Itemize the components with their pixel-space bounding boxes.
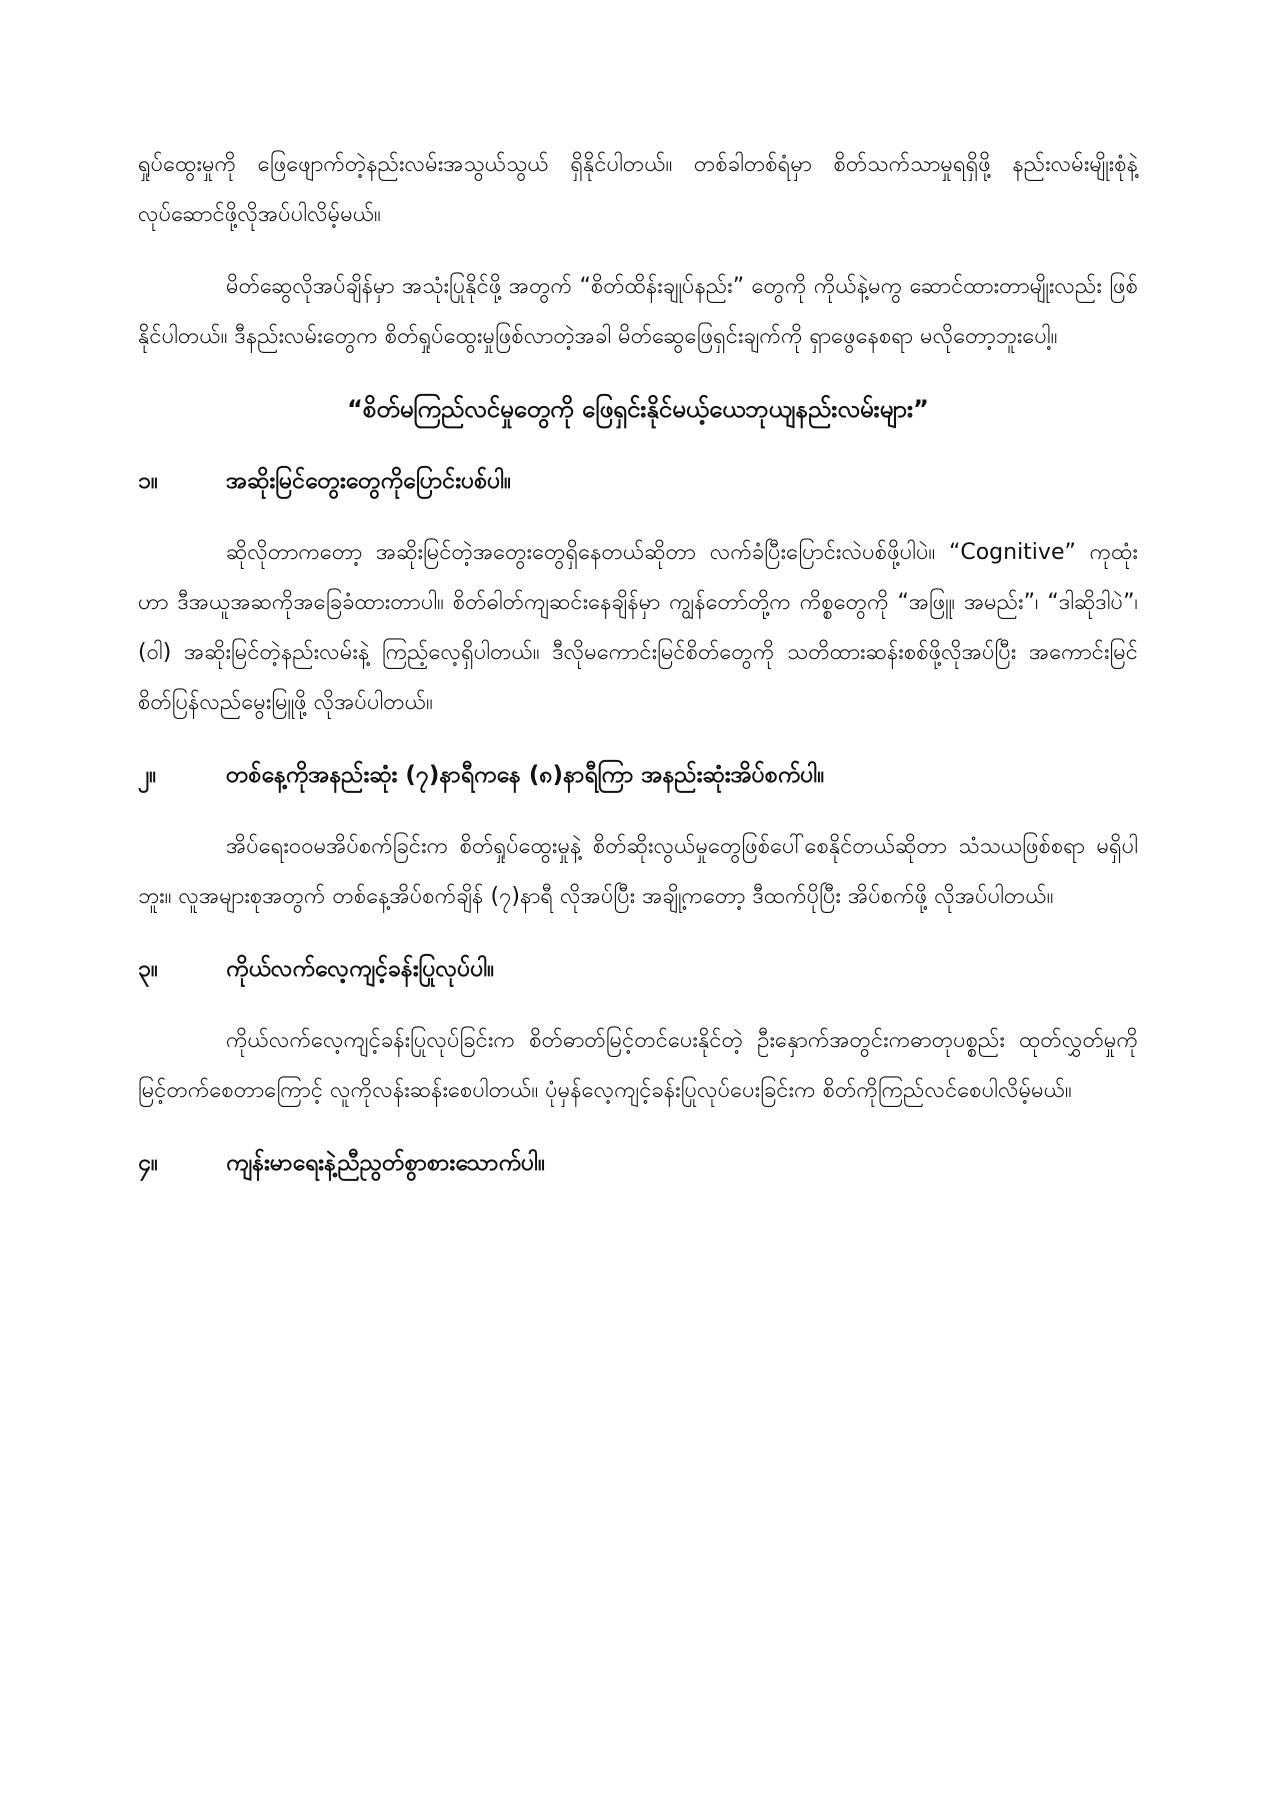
section-title: တစ်နေ့ကိုအနည်းဆုံး (၇)နာရီကနေ (၈)နာရီကြာ အနည်းဆုံးအိပ်စက်ပါ။ (226, 762, 825, 788)
section-heading-2 (138, 750, 1138, 800)
section-heading-3 (138, 944, 1138, 994)
section-body-1: ဆိုလိုတာကတော့ အဆိုးမြင်တဲ့အတွေးတွေရှိနေတယ်ဆိုတာ လက်ခံပြီးပြောင်းလဲပစ်ဖို့ပါပဲ။ “Cognitive” ကုထုံးဟာ ဒီအယူအဆကိုအခြေခံထားတာပါ။ စိတ်ဓါတ်ကျဆင်းနေချိန်မှာ ကျွန်တော်တို့က ကိစ္စတွေကို “အဖြူ၊ အမည်း”၊ “ဒါဆိုဒါပဲ”၊ (ဝါ) အဆိုးမြင်တဲ့နည်းလမ်းနဲ့ ကြည့်လေ့ရှိပါတယ်။ ဒီလိုမကောင်းမြင်စိတ်တွေကို သတိထားဆန်းစစ်ဖို့လိုအပ်ပြီး အကောင်းမြင်စိတ်ပြန်လည်မွေးမြူဖို့ လိုအပ်ပါတယ်။ (138, 540, 1138, 715)
document-content (138, 140, 1138, 1210)
section-title: ကိုယ်လက်လေ့ကျင့်ခန်းပြုလုပ်ပါ။ (226, 956, 495, 982)
section-number: ၄။ (138, 1150, 158, 1176)
main-heading: “စိတ်မကြည်လင်မှုတွေကို ဖြေရှင်းနိုင်မယ့်ယေဘုယျနည်းလမ်းများ” (347, 395, 929, 423)
section-title: အဆိုးမြင်တွေးတွေကိုပြောင်းပစ်ပါ။ (226, 468, 512, 494)
section-body-2: အိပ်ရေးဝဝမအိပ်စက်ခြင်းက စိတ်ရှုပ်ထွေးမှုနဲ့ စိတ်ဆိုးလွယ်မှုတွေဖြစ်ပေါ်စေနိုင်တယ်ဆိုတာ သံသယဖြစ်စရာ မရှိပါဘူး။ လူအများစုအတွက် တစ်နေ့အိပ်စက်ချိန် (၇)နာရီ လိုအပ်ပြီး အချို့ကတော့ ဒီထက်ပိုပြီး အိပ်စက်ဖို့ လိုအပ်ပါတယ်။ (138, 834, 1138, 909)
intro-paragraph-1: ရှုပ်ထွေးမှုကို ဖြေဖျောက်တဲ့နည်းလမ်းအသွယ်သွယ် ရှိနိုင်ပါတယ်။ တစ်ခါတစ်ရံမှာ စိတ်သက်သာမှုရရှိဖို့ နည်းလမ်းမျိုးစုံနဲ့လုပ်ဆောင်ဖို့လိုအပ်ပါလိမ့်မယ်။ (138, 152, 1138, 227)
section-title: ကျန်းမာရေးနဲ့ညီညွတ်စွာစားသောက်ပါ။ (226, 1150, 546, 1176)
section-heading-4 (138, 1138, 1138, 1188)
section-heading-1 (138, 456, 1138, 506)
intro-paragraph-2: မိတ်ဆွေလိုအပ်ချိန်မှာ အသုံးပြုနိုင်ဖို့ အတွက် “စိတ်ထိန်းချုပ်နည်း” တွေကို ကိုယ်နဲ့မကွ ဆောင်ထားတာမျိုးလည်း ဖြစ်နိုင်ပါတယ်။ ဒီနည်းလမ်းတွေက စိတ်ရှုပ်ထွေးမှုဖြစ်လာတဲ့အခါ မိတ်ဆွေဖြေရှင်းချက်ကို ရှာဖွေနေစရာ မလိုတော့ဘူးပေါ့။ (138, 274, 1138, 349)
section-number: ၁။ (138, 468, 158, 494)
section-body-3: ကိုယ်လက်လေ့ကျင့်ခန်းပြုလုပ်ခြင်းက စိတ်ဓာတ်မြင့်တင်ပေးနိုင်တဲ့ ဦးနှောက်အတွင်းကဓာတုပစ္စည်း ထုတ်လွှတ်မှုကို မြင့်တက်စေတာကြောင့် လူကိုလန်းဆန်းစေပါတယ်။ ပုံမှန်လေ့ကျင့်ခန်းပြုလုပ်ပေးခြင်းက စိတ်ကိုကြည်လင်စေပါလိမ့်မယ်။ (138, 1028, 1138, 1103)
section-number: ၂။ (138, 762, 157, 788)
section-number: ၃။ (138, 956, 158, 982)
